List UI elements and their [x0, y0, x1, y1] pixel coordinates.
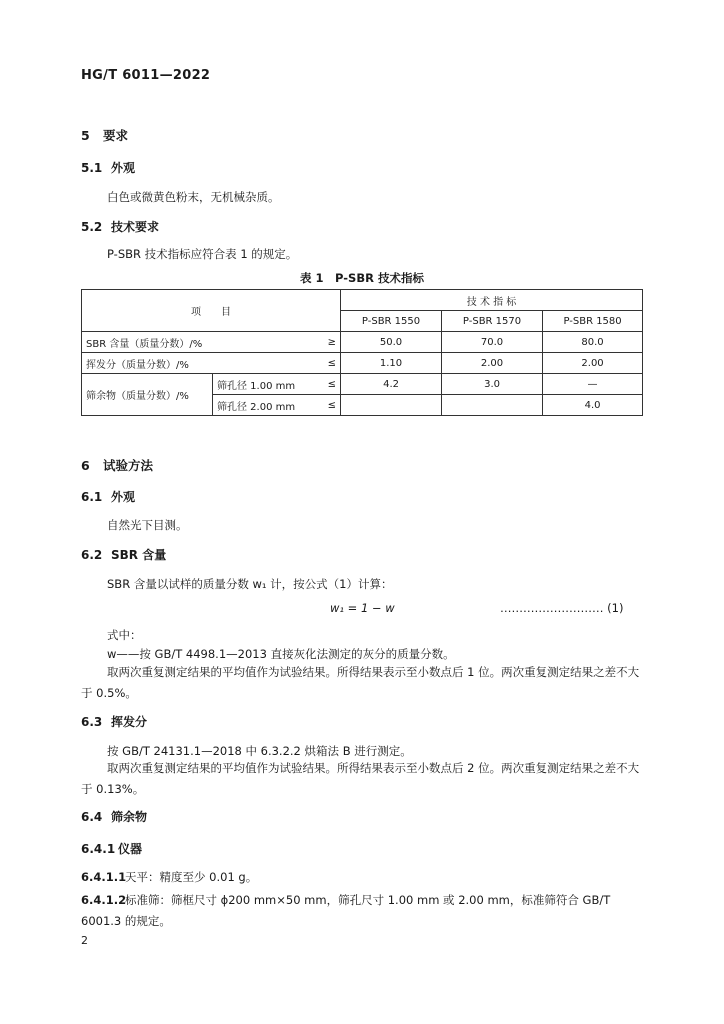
- table-row: [82, 374, 643, 395]
- row-label: SBR 含量（质量分数）/%: [82, 332, 314, 353]
- section-title: 仪器: [118, 842, 143, 856]
- cell-value: [341, 395, 442, 416]
- cell-value: 70.0: [442, 332, 543, 353]
- cell-value: 3.0: [442, 374, 543, 395]
- header-item: 项 目: [82, 290, 341, 332]
- section-title: 外观: [111, 490, 136, 504]
- section-title: SBR 含量: [111, 548, 167, 562]
- header-spec: 技 术 指 标: [341, 290, 643, 311]
- section-5-2-heading: [81, 218, 159, 235]
- section-title: 筛余物: [111, 810, 148, 824]
- section-number: 6.2: [81, 548, 103, 562]
- section-6-3-text2: 取两次重复测定结果的平均值作为试验结果。所得结果表示至小数点后 2 位。两次重复测定结果之差不大于 0.13%。: [81, 761, 640, 796]
- grade-1570: P-SBR 1570: [442, 311, 543, 332]
- section-6-2-heading: [81, 546, 166, 563]
- cell-value: —: [543, 374, 643, 395]
- spec-table: [81, 289, 643, 416]
- section-number: 6: [81, 458, 90, 473]
- section-5-heading: [81, 126, 128, 144]
- section-6-1-text: 自然光下目测。: [107, 518, 188, 532]
- row-label: 挥发分（质量分数）/%: [82, 353, 314, 374]
- row-operator: ≤: [314, 395, 341, 416]
- formula-number: ……………………… (1): [500, 601, 624, 615]
- sub-row-label: 筛孔径 2.00 mm: [213, 395, 314, 416]
- clause-number: 6.4.1.1: [81, 870, 127, 884]
- row-operator: ≤: [314, 374, 341, 395]
- section-number: 6.1: [81, 490, 103, 504]
- section-6-4-heading: [81, 808, 147, 825]
- residue-label: 筛余物（质量分数）/%: [82, 374, 213, 416]
- cell-value: 2.00: [442, 353, 543, 374]
- section-number: 6.4.1: [81, 842, 116, 856]
- table-caption: 表 1 P-SBR 技术指标: [300, 271, 424, 285]
- cell-value: [442, 395, 543, 416]
- section-6-heading: [81, 456, 153, 474]
- section-6-3-text1: 按 GB/T 24131.1—2018 中 6.3.2.2 烘箱法 B 进行测定。: [107, 744, 412, 758]
- section-title: 要求: [103, 128, 129, 143]
- section-6-3-heading: [81, 713, 147, 730]
- clause-6-4-1-2: [81, 890, 642, 932]
- section-title: 外观: [111, 161, 136, 175]
- table-row: [82, 353, 643, 374]
- where-label: 式中：: [107, 628, 142, 642]
- section-6-4-1-heading: [81, 840, 142, 857]
- cell-value: 4.2: [341, 374, 442, 395]
- clause-6-4-1-1: [81, 869, 257, 885]
- section-number: 6.4: [81, 810, 103, 824]
- symbol-definition: w——按 GB/T 4498.1—2013 直接灰化法测定的灰分的质量分数。: [107, 647, 455, 661]
- clause-number: 6.4.1.2: [81, 893, 127, 907]
- clause-text: 标准筛：筛框尺寸 ϕ200 mm×50 mm，筛孔尺寸 1.00 mm 或 2.00 mm，标准筛符合 GB/T 6001.3 的规定。: [81, 893, 611, 928]
- standard-code: HG/T 6011—2022: [81, 68, 211, 83]
- cell-value: 1.10: [341, 353, 442, 374]
- section-6-1-heading: [81, 488, 135, 505]
- section-number: 5.1: [81, 161, 103, 175]
- section-5-1-heading: [81, 159, 135, 176]
- sub-row-label: 筛孔径 1.00 mm: [213, 374, 314, 395]
- table-row: [82, 332, 643, 353]
- section-number: 6.3: [81, 715, 103, 729]
- row-operator: ≥: [314, 332, 341, 353]
- section-6-2-result: 取两次重复测定结果的平均值作为试验结果。所得结果表示至小数点后 1 位。两次重复测定结果之差不大于 0.5%。: [81, 665, 640, 700]
- cell-value: 80.0: [543, 332, 643, 353]
- section-number: 5: [81, 128, 90, 143]
- grade-1580: P-SBR 1580: [543, 311, 643, 332]
- page-number: 2: [81, 934, 88, 947]
- formula-1: w₁ = 1 − w: [330, 601, 395, 615]
- table-header-row: [82, 290, 643, 311]
- section-5-2-text: P-SBR 技术指标应符合表 1 的规定。: [107, 247, 298, 261]
- section-title: 试验方法: [103, 458, 154, 473]
- cell-value: 50.0: [341, 332, 442, 353]
- cell-value: 4.0: [543, 395, 643, 416]
- section-title: 技术要求: [111, 220, 160, 234]
- section-5-1-text: 白色或微黄色粉末，无机械杂质。: [107, 190, 280, 204]
- section-title: 挥发分: [111, 715, 148, 729]
- clause-text: 天平：精度至少 0.01 g。: [125, 870, 258, 884]
- grade-1550: P-SBR 1550: [341, 311, 442, 332]
- row-operator: ≤: [314, 353, 341, 374]
- cell-value: 2.00: [543, 353, 643, 374]
- section-number: 5.2: [81, 220, 103, 234]
- section-6-2-intro: SBR 含量以试样的质量分数 w₁ 计，按公式（1）计算：: [107, 577, 393, 591]
